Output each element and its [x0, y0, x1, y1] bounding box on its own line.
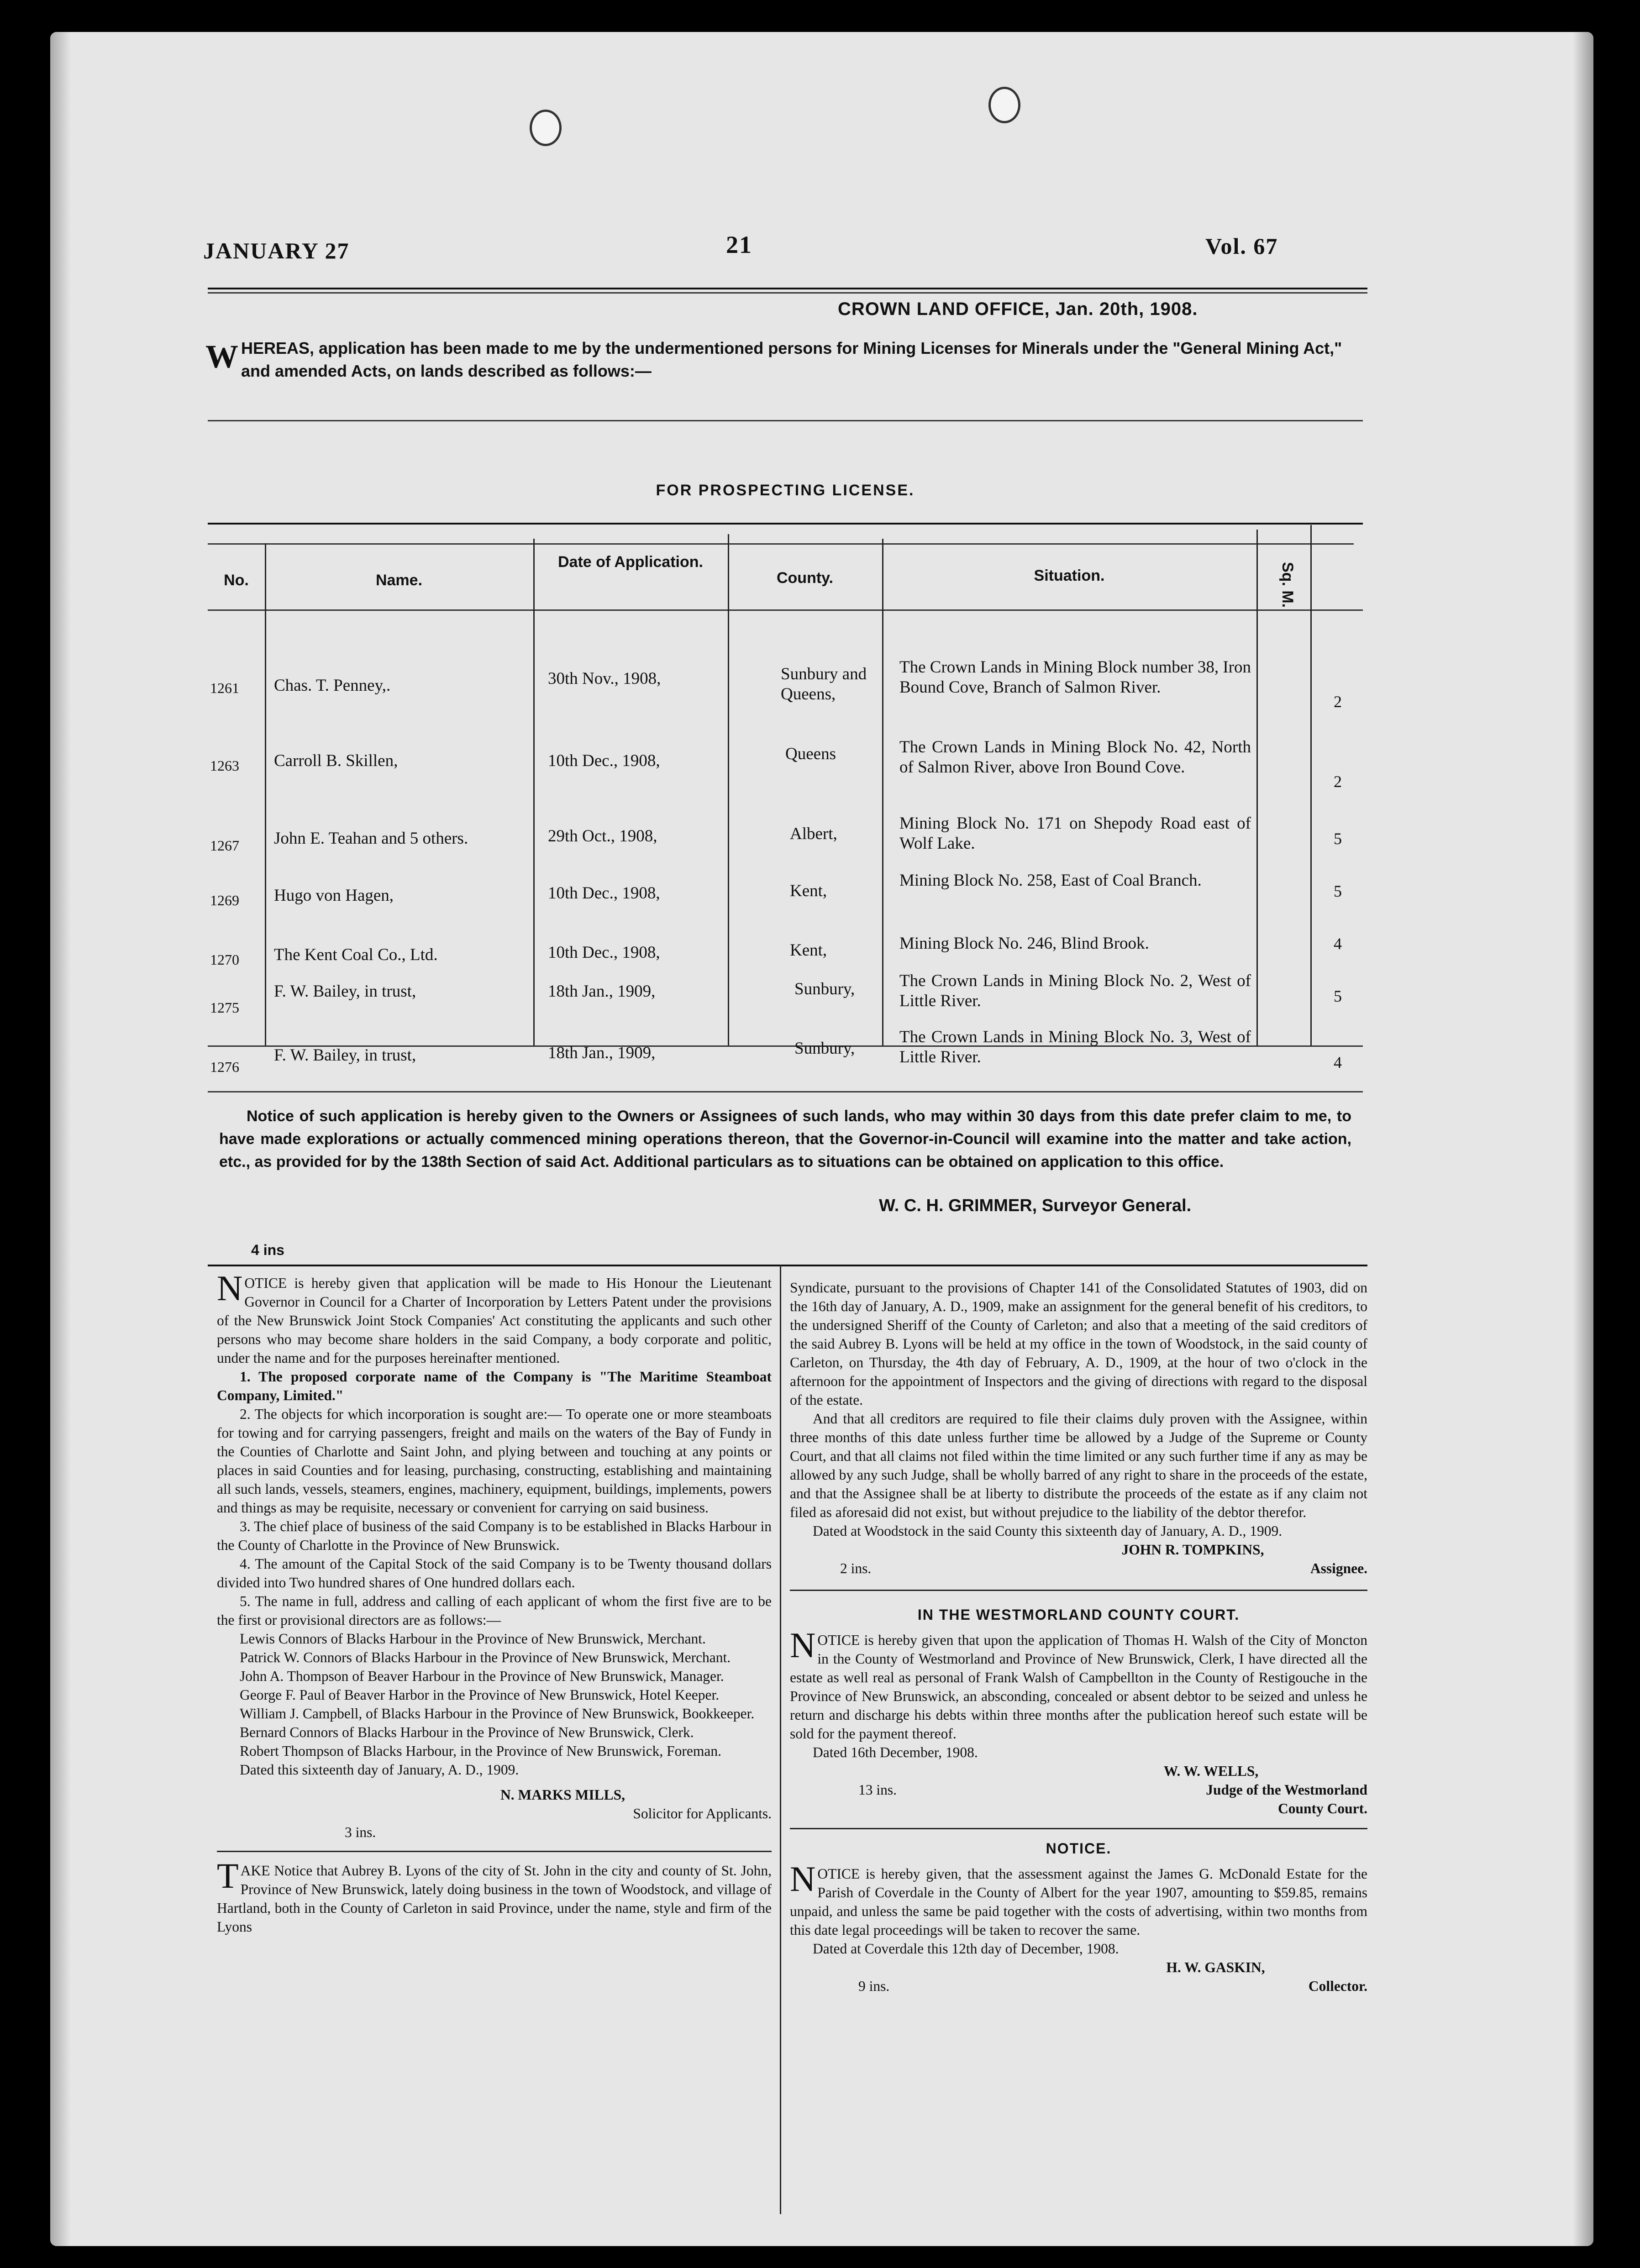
row-name: Chas. T. Penney,.	[274, 676, 391, 695]
row-no: 1261	[210, 680, 239, 696]
assessment-notice-title: NOTICE.	[1046, 1840, 1112, 1857]
row-county: Albert,	[790, 824, 837, 843]
row-county: Kent,	[790, 882, 827, 900]
incorporation-drop-cap: N	[217, 1268, 243, 1308]
header-sqm: Sq. M.	[1279, 562, 1296, 608]
header-date: JANUARY 27	[203, 238, 350, 263]
incorporation-item-5: 5. The name in full, address and calling of each applicant of whom the first five are to be the first or provisional directors are as follows:—	[217, 1593, 772, 1628]
row-situation: Mining Block No. 171 on Shepody Road east of Wolf Lake.	[899, 814, 1251, 853]
intro-paragraph	[205, 337, 1365, 383]
assignment-ins: 2 ins.	[840, 1560, 872, 1576]
table-divider-2	[533, 539, 535, 1045]
table-divider-1	[265, 543, 266, 1045]
incorporation-dated: Dated this sixteenth day of January, A. D., 1909.	[240, 1762, 519, 1778]
section-title: FOR PROSPECTING LICENSE.	[656, 482, 915, 499]
header-rule-2	[208, 292, 1367, 294]
row-date: 10th Dec., 1908,	[548, 751, 660, 770]
header-rule	[208, 288, 1367, 289]
director-entry: John A. Thompson of Beaver Harbour in the Province of New Brunswick, Manager.	[240, 1668, 724, 1684]
assessment-signer: H. W. GASKIN,	[1166, 1959, 1265, 1975]
table-top-rule-2	[208, 543, 1354, 545]
incorporation-ins: 3 ins.	[345, 1824, 376, 1840]
table-divider-6	[1310, 525, 1312, 1045]
row-name: Hugo von Hagen,	[274, 886, 394, 905]
table-end-rule	[208, 1091, 1363, 1092]
row-county: Sunbury,	[794, 980, 855, 998]
row-no: 1263	[210, 757, 239, 774]
incorporation-item-1: 1. The proposed corporate name of the Company is "The Maritime Steamboat Company, Limited."	[217, 1369, 772, 1403]
take-notice-drop-cap: T	[217, 1856, 239, 1895]
right-column-rule-2	[790, 1828, 1367, 1829]
incorporation-item-4: 4. The amount of the Capital Stock of the said Company is to be Twenty thousand dollars divided into Two hundred shares of One hundred dollars each.	[217, 1556, 772, 1591]
assessment-signer-title: Collector.	[1308, 1978, 1367, 1994]
court-drop-cap: N	[790, 1625, 816, 1665]
row-sqm: 5	[1334, 987, 1342, 1005]
row-situation: Mining Block No. 258, East of Coal Branch.	[899, 871, 1202, 890]
director-entry: William J. Campbell, of Blacks Harbour in the Province of New Brunswick, Bookkeeper.	[240, 1706, 755, 1722]
columns-top-rule	[208, 1265, 1367, 1266]
assessment-notice-text: OTICE is hereby given, that the assessment against the James G. McDonald Estate for the Parish of Coverdale in the County of Albert for the year 1907, amounting to $59.85, remains unpaid, and unless the same be paid together with the costs of advertising, within two months from this date legal proceedings will be taken to recover the same.	[790, 1866, 1367, 1938]
left-column	[217, 1268, 772, 1936]
page-shadow-right	[1573, 32, 1593, 2246]
row-situation: Mining Block No. 246, Blind Brook.	[899, 934, 1149, 953]
row-date: 10th Dec., 1908,	[548, 943, 660, 962]
row-situation: The Crown Lands in Mining Block No. 3, West of Little River.	[899, 1028, 1251, 1066]
row-county: Sunbury,	[794, 1039, 855, 1058]
row-sqm: 2	[1334, 693, 1342, 711]
assessment-drop-cap: N	[790, 1859, 816, 1899]
row-sqm: 4	[1334, 934, 1342, 953]
office-line: CROWN LAND OFFICE, Jan. 20th, 1908.	[838, 299, 1198, 319]
punch-hole-right-icon	[988, 87, 1020, 123]
header-county: County.	[776, 569, 833, 587]
header-page-number: 21	[726, 231, 752, 258]
right-column	[790, 1278, 1367, 1995]
court-signer-title-2: County Court.	[1277, 1801, 1367, 1816]
incorporation-signer: N. MARKS MILLS,	[500, 1787, 626, 1803]
row-no: 1270	[210, 951, 239, 968]
incorporation-item-2: 2. The objects for which incorporation is sought are:— To operate one or more steamboats for towing and for carrying passengers, freight and mails on the waters of the Bay of Fundy in the Counties of Charlotte and Saint John, and plying between and touching at any points or places in said Counties and for leasing, purchasing, constructing, establishing and maintaining all such lands, vessels, steamers, engines, machinery, equipment, buildings, implements, powers and things as may be requisite, necessary or convenient for carrying on said business.	[217, 1406, 772, 1516]
table-divider-4	[882, 539, 883, 1045]
row-situation: The Crown Lands in Mining Block No. 42, North of Salmon River, above Iron Bound Cove.	[899, 738, 1251, 777]
row-situation: The Crown Lands in Mining Block No. 2, West of Little River.	[899, 971, 1251, 1010]
row-county: Queens	[785, 745, 836, 763]
notice-signature: W. C. H. GRIMMER, Surveyor General.	[879, 1196, 1192, 1215]
director-entry: George F. Paul of Beaver Harbor in the Province of New Brunswick, Hotel Keeper.	[240, 1687, 720, 1703]
court-ins: 13 ins.	[858, 1782, 897, 1798]
intro-text: HEREAS, application has been made to me by the undermentioned persons for Mining Licenses for Minerals under the "General Mining Act," and amended Acts, on lands described as follows:—	[241, 339, 1342, 380]
left-column-rule	[217, 1851, 772, 1852]
assessment-dated: Dated at Coverdale this 12th day of December, 1908.	[813, 1941, 1119, 1957]
page-shadow-left	[50, 32, 71, 2246]
row-sqm: 5	[1334, 882, 1342, 900]
header-name: Name.	[375, 572, 423, 589]
row-name: F. W. Bailey, in trust,	[274, 982, 416, 1001]
row-date: 18th Jan., 1909,	[548, 1044, 656, 1062]
row-name: John E. Teahan and 5 others.	[274, 829, 468, 848]
director-entry: Patrick W. Connors of Blacks Harbour in the Province of New Brunswick, Merchant.	[240, 1649, 731, 1665]
row-sqm: 5	[1334, 830, 1342, 848]
notice-paragraph	[219, 1105, 1351, 1173]
assignment-signer-title: Assignee.	[1310, 1560, 1367, 1576]
row-date: 29th Oct., 1908,	[548, 827, 657, 845]
row-date: 10th Dec., 1908,	[548, 884, 660, 903]
row-name: The Kent Coal Co., Ltd.	[274, 945, 438, 964]
header-situation: Situation.	[1034, 567, 1105, 584]
column-divider	[780, 1265, 781, 2214]
assignment-continuation: Syndicate, pursuant to the provisions of Chapter 141 of the Consolidated Statutes of 1903, did on the 16th day of January, A. D., 1909, make an assignment for the general benefit of his creditors, to the undersigned Sheriff of the County of Carleton; and also that a meeting of the said creditors of the said Aubrey B. Lyons will be held at my office in the town of Woodstock, in the said county of Carleton, on Thursday, the 4th day of February, A. D., 1909, at the hour of two o'clock in the afternoon for the appointment of Inspectors and the giving of directions with regard to the disposal of the estate.	[790, 1280, 1367, 1408]
notice-ins: 4 ins	[251, 1242, 284, 1258]
row-date: 30th Nov., 1908,	[548, 669, 661, 688]
table-top-rule	[208, 523, 1363, 525]
director-entry: Lewis Connors of Blacks Harbour in the Province of New Brunswick, Merchant.	[240, 1631, 706, 1647]
row-sqm: 2	[1334, 772, 1342, 791]
header-no: No.	[224, 572, 249, 589]
court-title: IN THE WESTMORLAND COUNTY COURT.	[917, 1606, 1240, 1623]
header-volume: Vol. 67	[1205, 233, 1278, 259]
row-date: 18th Jan., 1909,	[548, 982, 656, 1001]
court-notice-text: OTICE is hereby given that upon the application of Thomas H. Walsh of the City of Moncton in the County of Westmorland and Province of New Brunswick, Clerk, I have directed all the estate as well real as personal of Frank Walsh of Campbellton in the County of Restigouche in the Province of New Brunswick, an absconding, concealed or absent debtor to be seized and unless he return and discharge his debts within three months after the publication hereof such estate will be sold for the payment thereof.	[790, 1632, 1367, 1742]
incorporation-intro: OTICE is hereby given that application will be made to His Honour the Lieutenant Governor in Council for a Charter of Incorporation by Letters Patent under the provisions of the New Brunswick Joint Stock Companies' Act constituting the applicants and such other persons who may become share holders in the said Company, a body corporate and politic, under the name and for the purposes hereinafter mentioned.	[217, 1275, 772, 1366]
director-entry: Robert Thompson of Blacks Harbour, in the Province of New Brunswick, Foreman.	[240, 1743, 721, 1759]
assignment-dated: Dated at Woodstock in the said County this sixteenth day of January, A. D., 1909.	[813, 1523, 1283, 1539]
incorporation-signer-title: Solicitor for Applicants.	[633, 1806, 772, 1822]
row-no: 1275	[210, 999, 239, 1016]
row-name: Carroll B. Skillen,	[274, 751, 398, 770]
row-no: 1276	[210, 1059, 239, 1075]
assignment-claims: And that all creditors are required to file their claims duly proven with the Assignee, within three months of this date unless further time be allowed by a Judge of the Supreme or County Court, and that all claims not filed within the time limited or any such further time if any as may be allowed by any such Judge, shall be wholly barred of any right to share in the proceeds of the estate, and that the Assignee shall be at liberty to distribute the proceeds of the estate as if any claim not filed as aforesaid did not exist, but without prejudice to the liability of the debtor therefor.	[790, 1411, 1367, 1520]
row-county: Sunbury and Queens,	[781, 665, 867, 704]
header-date: Date of Application.	[558, 553, 703, 571]
assignment-signer: JOHN R. TOMPKINS,	[1121, 1542, 1264, 1558]
assessment-ins: 9 ins.	[858, 1978, 890, 1994]
right-column-rule-1	[790, 1590, 1367, 1591]
incorporation-item-3: 3. The chief place of business of the said Company is to be established in Blacks Harbour in the County of Charlotte in the Province of New Brunswick.	[217, 1518, 772, 1553]
court-dated: Dated 16th December, 1908.	[813, 1744, 978, 1760]
intro-rule	[208, 420, 1363, 421]
row-no: 1267	[210, 837, 239, 854]
row-name: F. W. Bailey, in trust,	[274, 1046, 416, 1065]
row-situation: The Crown Lands in Mining Block number 38, Iron Bound Cove, Branch of Salmon River.	[899, 658, 1251, 697]
notice-text: Notice of such application is hereby given to the Owners or Assignees of such lands, who may within 30 days from this date prefer claim to me, to have made explorations or actually commenced mining operations thereon, that the Governor-in-Council will examine into the matter and take action, etc., as provided for by the 138th Section of said Act. Additional particulars as to situations can be obtained on application to this office.	[219, 1108, 1351, 1171]
director-entry: Bernard Connors of Blacks Harbour in the Province of New Brunswick, Clerk.	[240, 1724, 694, 1740]
table-divider-5	[1256, 530, 1258, 1045]
table-divider-3	[728, 534, 729, 1045]
row-sqm: 4	[1334, 1053, 1342, 1071]
newspaper-page	[50, 32, 1593, 2246]
punch-hole-left-icon	[530, 110, 562, 146]
court-signer-title: Judge of the Westmorland	[1206, 1782, 1367, 1798]
take-notice-text: AKE Notice that Aubrey B. Lyons of the city of St. John in the city and county of St. John, Province of New Brunswick, lately doing business in the town of Woodstock, and village of Hartland, both in the County of Carleton in said Province, under the name, style and firm of the Lyons	[217, 1863, 772, 1935]
row-county: Kent,	[790, 941, 827, 960]
row-no: 1269	[210, 892, 239, 908]
court-signer: W. W. WELLS,	[1163, 1763, 1259, 1779]
intro-drop-cap: W	[205, 338, 238, 375]
table-header-rule	[208, 609, 1363, 611]
